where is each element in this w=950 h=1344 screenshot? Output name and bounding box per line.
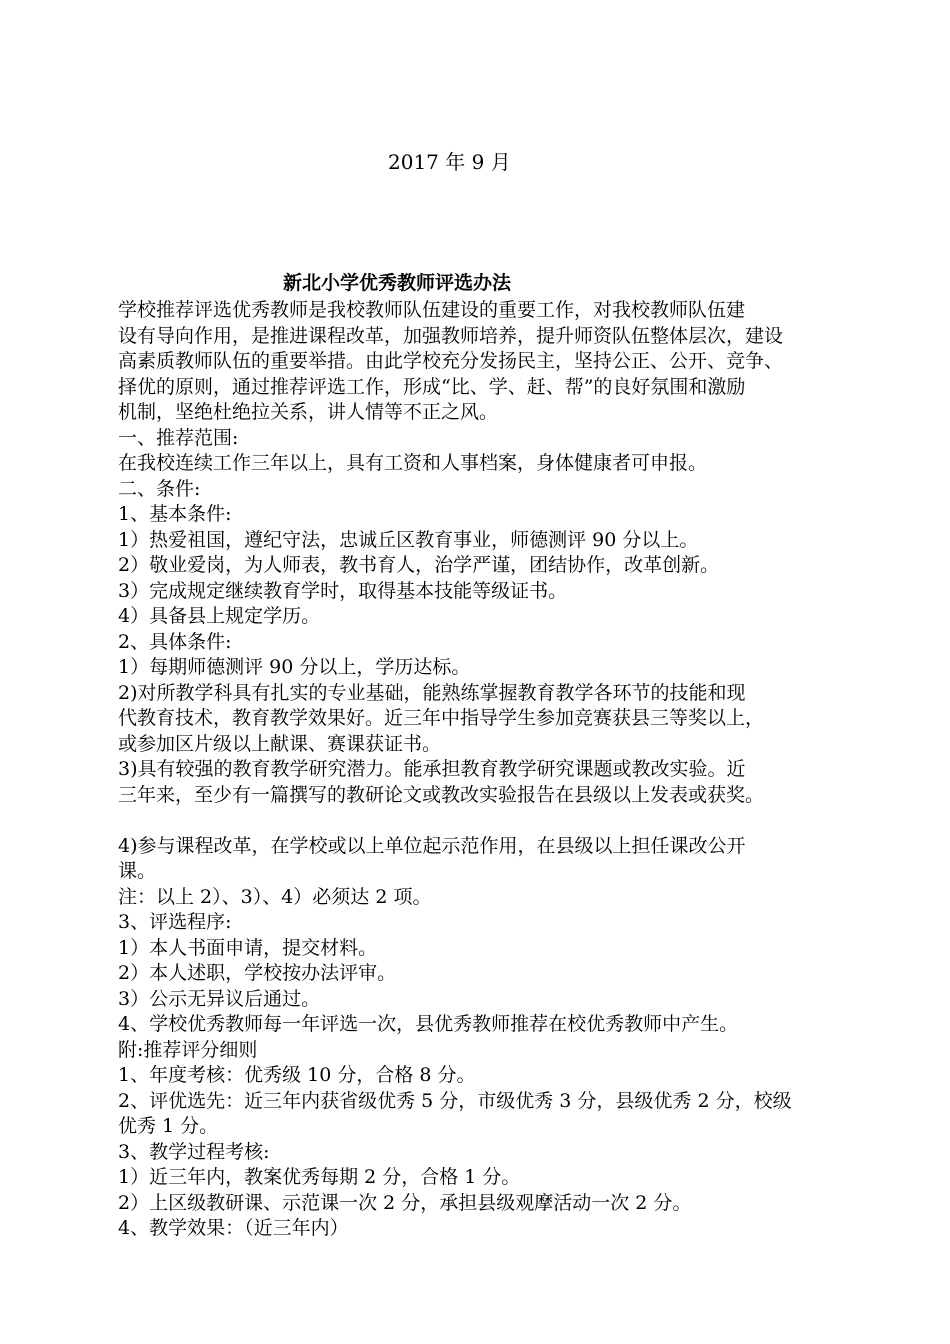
body-line: 代教育技术，教育教学效果好。近三年中指导学生参加竞赛获县三等奖以上，	[118, 707, 765, 729]
body-line: 高素质教师队伍的重要举措。由此学校充分发扬民主，坚持公正、公开、竞争、	[118, 350, 784, 372]
body-line: 2）上区级教研课、示范课一次 2 分，承担县级观摩活动一次 2 分。	[118, 1191, 692, 1214]
body-line: 2)对所教学科具有扎实的专业基础，能熟练掌握教育教学各环节的技能和现	[118, 681, 746, 704]
body-line: 1、年度考核：优秀级 10 分，合格 8 分。	[118, 1064, 476, 1086]
body-line: 3）公示无异议后通过。	[118, 987, 321, 1010]
blank-line	[118, 808, 866, 834]
body-line: 2、具体条件:	[118, 630, 232, 653]
body-line: 在我校连续工作三年以上，具有工资和人事档案，身体健康者可申报。	[118, 452, 708, 474]
body-line: 1）每期师德测评 90 分以上，学历达标。	[118, 656, 471, 678]
body-line: 1）近三年内，教案优秀每期 2 分，合格 1 分。	[118, 1166, 521, 1188]
document-date: 2017 年 9 月	[388, 150, 511, 174]
document-title: 新北小学优秀教师评选办法	[283, 272, 512, 294]
body-line: 4、教学效果：（近三年内）	[118, 1217, 349, 1239]
body-line: 1）热爱祖国，遵纪守法，忠诚丘区教育事业，师德测评 90 分以上。	[118, 528, 699, 551]
body-line: 注：以上 2）、3）、4）必须达 2 项。	[118, 885, 432, 908]
body-line: 4)参与课程改革，在学校或以上单位起示范作用，在县级以上担任课改公开	[118, 834, 746, 857]
body-line: 1、基本条件:	[118, 503, 232, 525]
body-line: 3）完成规定继续教育学时，取得基本技能等级证书。	[118, 579, 568, 602]
body-line: 附:推荐评分细则	[118, 1038, 258, 1061]
body-line: 或参加区片级以上献课、赛课获证书。	[118, 732, 442, 755]
body-line: 优秀 1 分。	[118, 1115, 219, 1137]
body-line: 学校推荐评选优秀教师是我校教师队伍建设的重要工作，对我校教师队伍建	[118, 299, 746, 321]
body-line: 择优的原则，通过推荐评选工作，形成“比、学、赶、帮”的良好氛围和激励	[118, 375, 746, 398]
body-line: 3)具有较强的教育教学研究潜力。能承担教育教学研究课题或教改实验。近	[118, 758, 746, 780]
body-line: 4、学校优秀教师每一年评选一次，县优秀教师推荐在校优秀教师中产生。	[118, 1013, 739, 1035]
body-line: 设有导向作用，是推进课程改革，加强教师培养，提升师资队伍整体层次，建设	[118, 324, 784, 347]
body-line: 2）本人述职，学校按办法评审。	[118, 962, 397, 984]
body-line: 二、条件:	[118, 477, 201, 500]
body-line: 2）敬业爱岗，为人师表，教书育人，治学严谨，团结协作，改革创新。	[118, 554, 720, 576]
document-body	[118, 298, 866, 1242]
body-line: 3、教学过程考核:	[118, 1140, 270, 1163]
body-line: 机制，坚绝杜绝拉关系，讲人情等不正之风。	[118, 401, 499, 423]
body-line: 3、评选程序:	[118, 911, 232, 933]
body-line: 三年来，至少有一篇撰写的教研论文或教改实验报告在县级以上发表或获奖。	[118, 783, 765, 806]
body-line: 1）本人书面申请，提交材料。	[118, 936, 378, 959]
body-line: 一、推荐范围:	[118, 426, 239, 449]
body-line: 4）具备县上规定学历。	[118, 605, 321, 627]
body-line: 课。	[118, 860, 157, 882]
body-line: 2、评优选先：近三年内获省级优秀 5 分，市级优秀 3 分，县级优秀 2 分，校级	[118, 1089, 792, 1112]
